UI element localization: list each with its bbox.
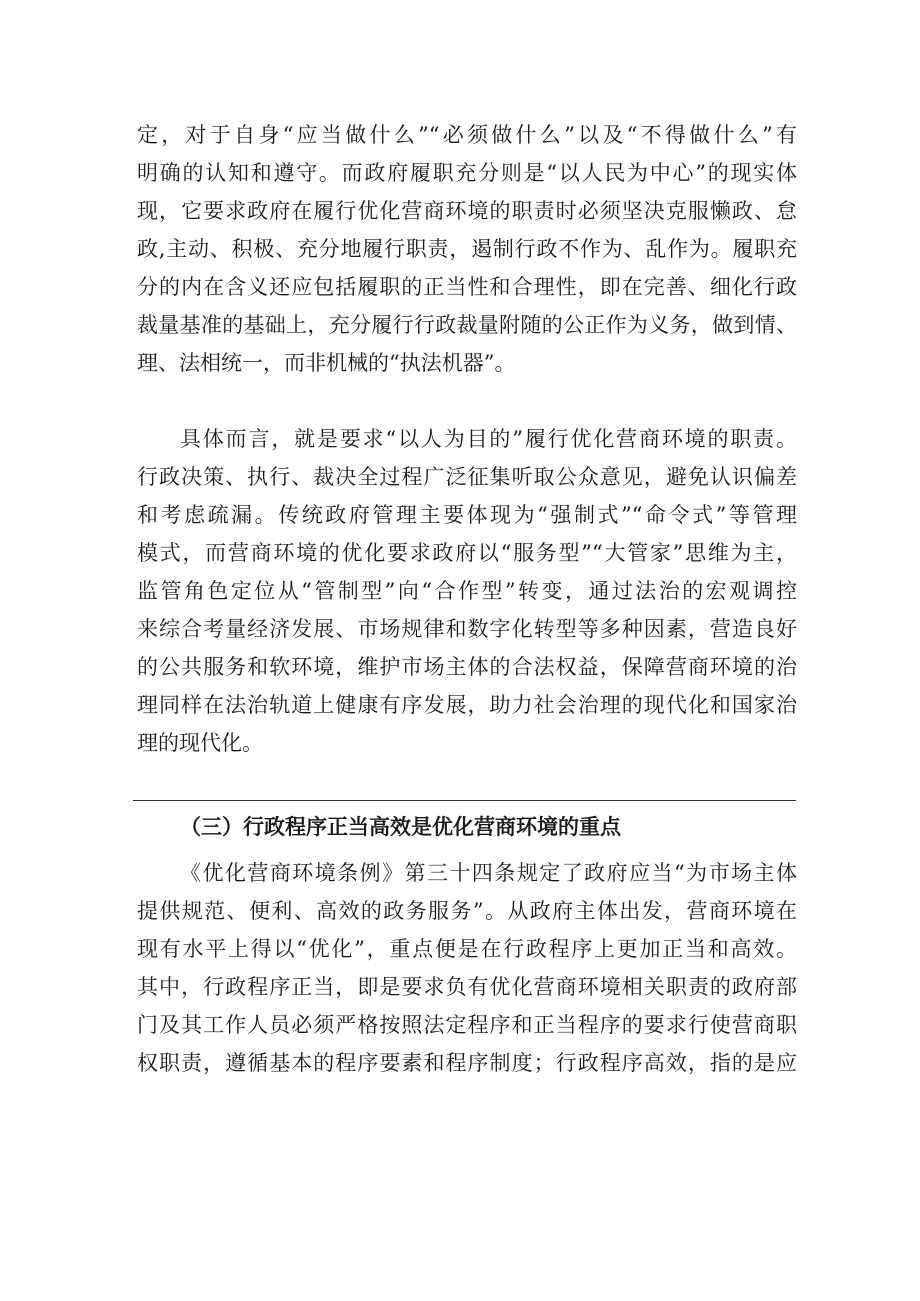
paragraph-2-line-4: 模式，而营商环境的优化要求政府以“服务型”“大管家”思维为主，: [137, 541, 797, 565]
section-heading: （三）行政程序正当高效是优化营商环境的重点: [180, 814, 621, 839]
paragraph-3-line-3: 现有水平上得以“优化”，重点便是在行政程序上更加正当和高效。: [137, 937, 797, 961]
paragraph-1-line-3: 现，它要求政府在履行优化营商环境的职责时必须坚决克服懒政、怠: [137, 199, 797, 223]
paragraph-3-line-2: 提供规范、便利、高效的政务服务”。从政府主体出发，营商环境在: [137, 899, 797, 923]
paragraph-3-line-6: 权职责，遵循基本的程序要素和程序制度；行政程序高效，指的是应: [137, 1051, 797, 1075]
section-divider: [133, 800, 796, 801]
paragraph-3-line-4: 其中，行政程序正当，即是要求负有优化营商环境相关职责的政府部: [137, 975, 797, 999]
paragraph-2-line-2: 行政决策、执行、裁决全过程广泛征集听取公众意见，避免认识偏差: [137, 465, 797, 489]
paragraph-1-line-1: 定，对于自身“应当做什么”“必须做什么”以及“不得做什么”有: [137, 123, 797, 147]
paragraph-1-line-2: 明确的认知和遵守。而政府履职充分则是“以人民为中心”的现实体: [137, 161, 797, 185]
paragraph-2-line-3: 和考虑疏漏。传统政府管理主要体现为“强制式”“命令式”等管理: [137, 503, 797, 527]
paragraph-2-line-6: 来综合考量经济发展、市场规律和数字化转型等多种因素，营造良好: [137, 617, 797, 641]
paragraph-2-line-7: 的公共服务和软环境，维护市场主体的合法权益，保障营商环境的治: [137, 655, 797, 679]
paragraph-1-line-5: 分的内在含义还应包括履职的正当性和合理性，即在完善、细化行政: [137, 275, 797, 299]
paragraph-1-line-4: 政,主动、积极、充分地履行职责，遏制行政不作为、乱作为。履职充: [137, 237, 797, 261]
paragraph-1-line-6: 裁量基准的基础上，充分履行行政裁量附随的公正作为义务，做到情、: [137, 313, 797, 337]
paragraph-3-line-5: 门及其工作人员必须严格按照法定程序和正当程序的要求行使营商职: [137, 1013, 797, 1037]
paragraph-2-line-5: 监管角色定位从“管制型”向“合作型”转变，通过法治的宏观调控: [137, 579, 797, 603]
paragraph-2-line-9: 理的现代化。: [137, 731, 263, 755]
paragraph-1-line-7: 理、法相统一，而非机械的“执法机器”。: [137, 351, 516, 375]
paragraph-2-line-8: 理同样在法治轨道上健康有序发展，助力社会治理的现代化和国家治: [137, 693, 797, 717]
paragraph-2-line-1: 具体而言，就是要求“以人为目的”履行优化营商环境的职责。: [180, 427, 797, 451]
paragraph-3-line-1: 《优化营商环境条例》第三十四条规定了政府应当“为市场主体: [180, 861, 797, 885]
